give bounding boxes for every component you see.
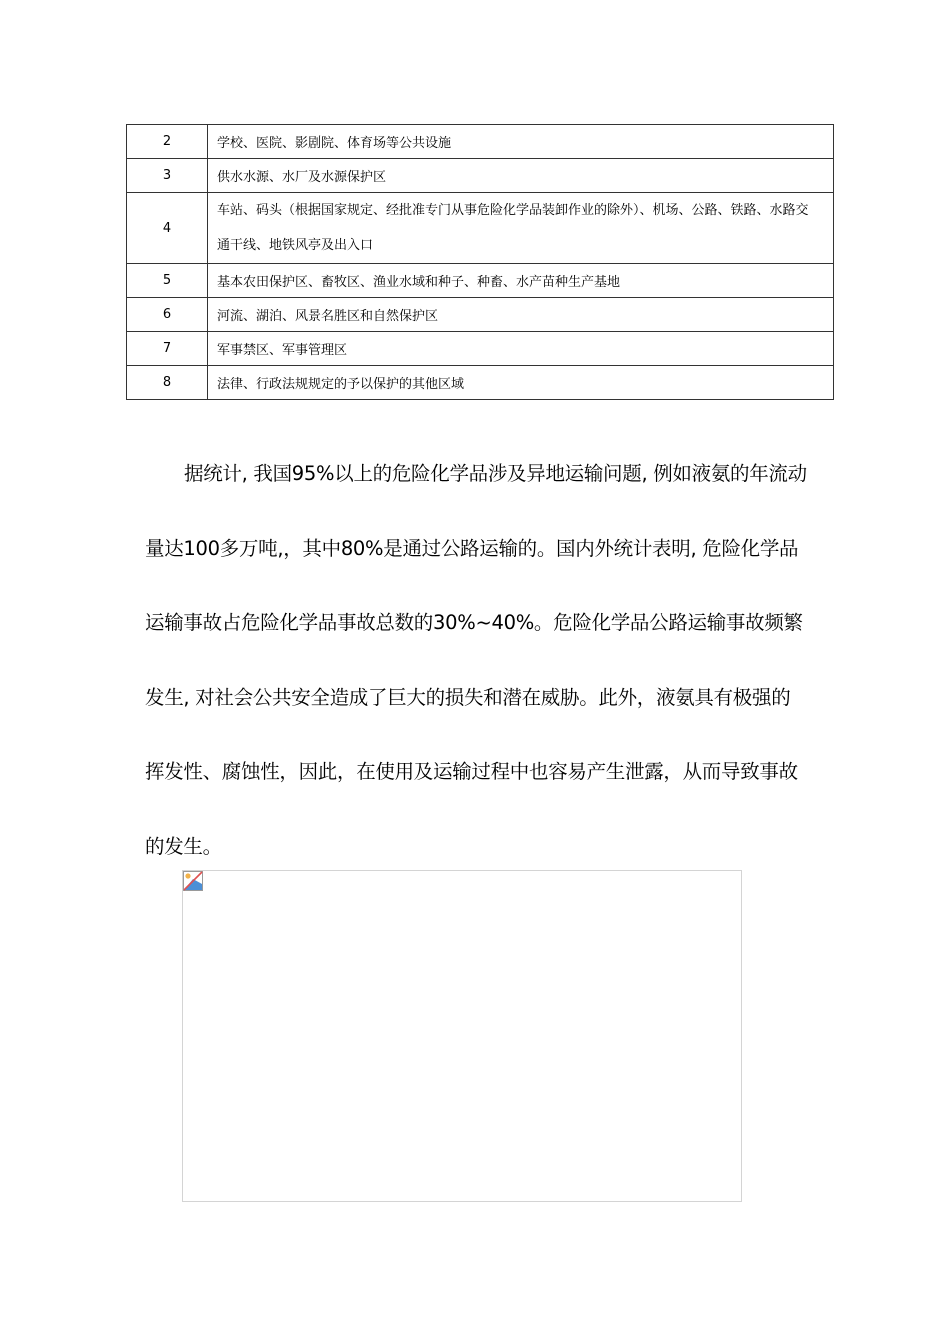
table-row bbox=[127, 125, 834, 159]
table-row bbox=[127, 366, 834, 400]
body-paragraph: 据统计, 我国95%以上的危险化学品涉及异地运输问题, 例如液氨的年流动量达100多万吨,，其中80%是通过公路运输的。国内外统计表明, 危险化学品运输事故占危险化学品事故总数的30%~40%。危险化学品公路运输事故频繁发生, 对社会公共安全造成了巨大的损失和潜在威胁。此外，液氨具有极强的挥发性、腐蚀性，因此，在使用及运输过程中也容易产生泄露，从而导致事故的发生。 bbox=[145, 462, 807, 858]
row-description: 学校、医院、影剧院、体育场等公共设施 bbox=[208, 125, 834, 159]
row-description: 供水水源、水厂及水源保护区 bbox=[208, 159, 834, 193]
row-number: 3 bbox=[127, 159, 208, 193]
image-placeholder bbox=[182, 870, 742, 1202]
table-row bbox=[127, 298, 834, 332]
row-number: 8 bbox=[127, 366, 208, 400]
row-number: 5 bbox=[127, 264, 208, 298]
row-number: 7 bbox=[127, 332, 208, 366]
table-row bbox=[127, 264, 834, 298]
row-number: 6 bbox=[127, 298, 208, 332]
row-number: 2 bbox=[127, 125, 208, 159]
row-description: 车站、码头（根据国家规定、经批准专门从事危险化学品装卸作业的除外）、机场、公路、铁路、水路交通干线、地铁风亭及出入口 bbox=[208, 193, 834, 264]
row-number: 4 bbox=[127, 193, 208, 264]
protected-areas-table bbox=[126, 124, 834, 400]
row-description: 法律、行政法规规定的予以保护的其他区域 bbox=[208, 366, 834, 400]
row-description: 基本农田保护区、畜牧区、渔业水域和种子、种畜、水产苗种生产基地 bbox=[208, 264, 834, 298]
row-description: 河流、湖泊、风景名胜区和自然保护区 bbox=[208, 298, 834, 332]
broken-image-icon bbox=[183, 871, 203, 891]
table-row bbox=[127, 193, 834, 264]
table-row bbox=[127, 332, 834, 366]
row-description: 军事禁区、军事管理区 bbox=[208, 332, 834, 366]
table-row bbox=[127, 159, 834, 193]
